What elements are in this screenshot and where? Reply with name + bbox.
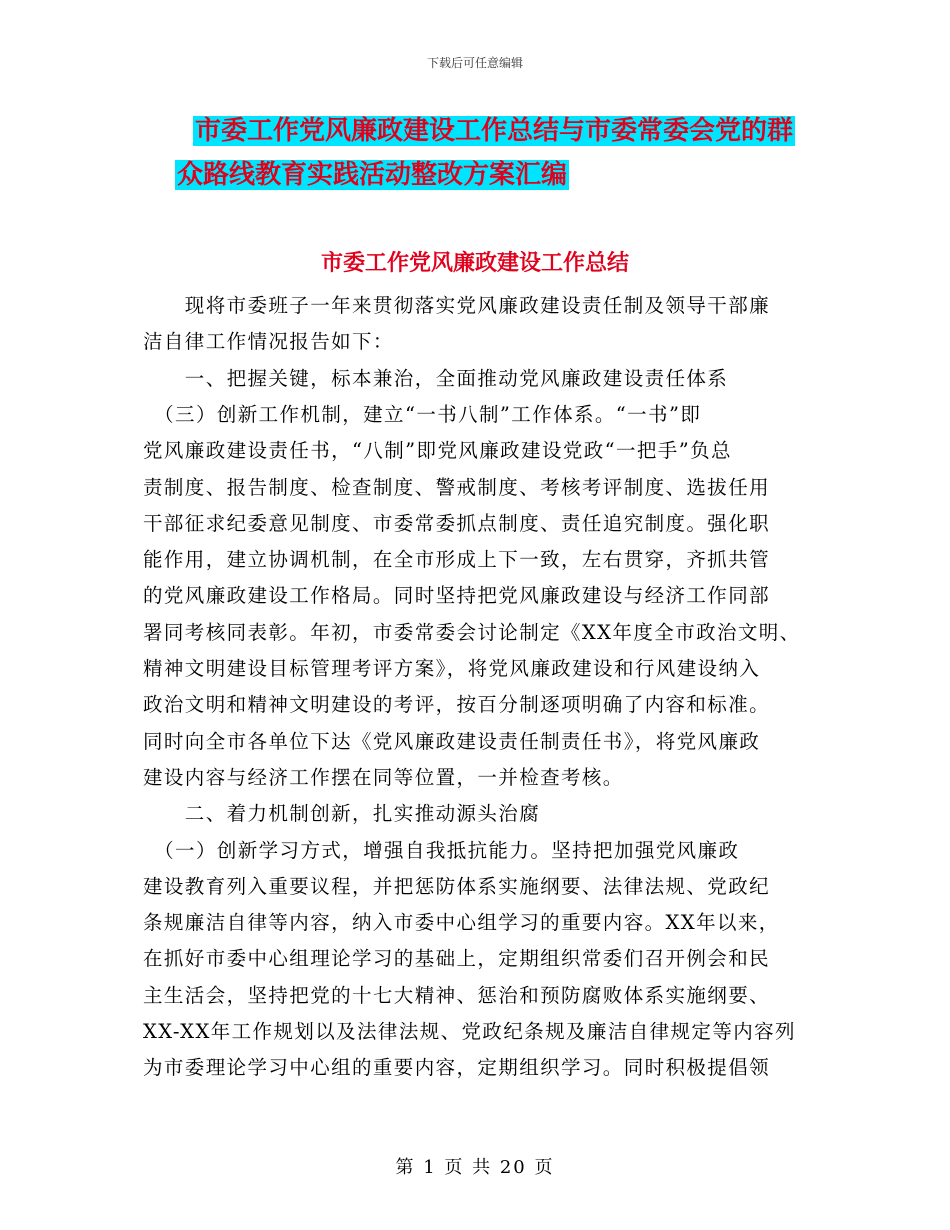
body-line: 署同考核同表彰。年初，市委常委会讨论制定《XX年度全市政治文明、 (143, 620, 801, 644)
body-line: 责制度、报告制度、检查制度、警戒制度、考核考评制度、选拔任用 (143, 475, 771, 499)
body-line: 同时向全市各单位下达《党风廉政建设责任制责任书》，将党风廉政 (143, 729, 761, 753)
body-line: 洁自律工作情况报告如下： (143, 330, 394, 354)
body-line: 为市委理论学习中心组的重要内容，定期组织学习。同时积极提倡领 (143, 1056, 771, 1080)
body-line: 二、着力机制创新，扎实推动源头治腐 (143, 802, 541, 826)
body-line: 现将市委班子一年来贯彻落实党风廉政建设责任制及领导干部廉 (143, 294, 771, 317)
body-line: 建设内容与经济工作摆在同等位置，一并检查考核。 (143, 765, 624, 789)
body-line: 建设教育列入重要议程，并把惩防体系实施纲要、法律法规、党政纪 (143, 874, 771, 898)
body-line: XX-XX年工作规划以及法律法规、党政纪条规及廉洁自律规定等内容列 (143, 1020, 796, 1043)
body-line: 一、把握关键，标本兼治，全面推动党风廉政建设责任体系 (143, 366, 729, 390)
body-line: （三）创新工作机制，建立“一书八制”工作体系。“一书”即 (143, 402, 702, 426)
body-line: 的党风廉政建设工作格局。同时坚持把党风廉政建设与经济工作同部 (143, 584, 771, 608)
body-line: 政治文明和精神文明建设的考评，按百分制逐项明确了内容和标准。 (143, 693, 771, 717)
main-title-line-1: 市委工作党风廉政建设工作总结与市委常委会党的群 (195, 116, 794, 146)
body-line: 在抓好市委中心组理论学习的基础上，定期组织常委们召开例会和民 (143, 947, 771, 971)
body-line: 干部征求纪委意见制度、市委常委抓点制度、责任追究制度。强化职 (143, 511, 771, 535)
main-title-line-2: 众路线教育实践活动整改方案汇编 (177, 160, 568, 190)
body-line: 精神文明建设目标管理考评方案》，将党风廉政建设和行风建设纳入 (143, 657, 761, 680)
body-line: 党风廉政建设责任书，“八制”即党风廉政建设党政“一把手”负总 (143, 439, 732, 463)
page-footer: 第 1 页 共 20 页 (395, 1157, 555, 1178)
body-line: （一）创新学习方式，增强自我抵抗能力。坚持把加强党风廉政 (143, 838, 740, 862)
section-title: 市委工作党风廉政建设工作总结 (320, 251, 629, 276)
body-line: 条规廉洁自律等内容，纳入市委中心组学习的重要内容。XX年以来， (143, 911, 780, 935)
page-header: 下载后可任意编辑 (426, 56, 523, 70)
body-line: 能作用，建立协调机制，在全市形成上下一致，左右贯穿，齐抓共管 (143, 548, 771, 572)
body-line: 主生活会，坚持把党的十七大精神、惩治和预防腐败体系实施纲要、 (143, 983, 771, 1007)
